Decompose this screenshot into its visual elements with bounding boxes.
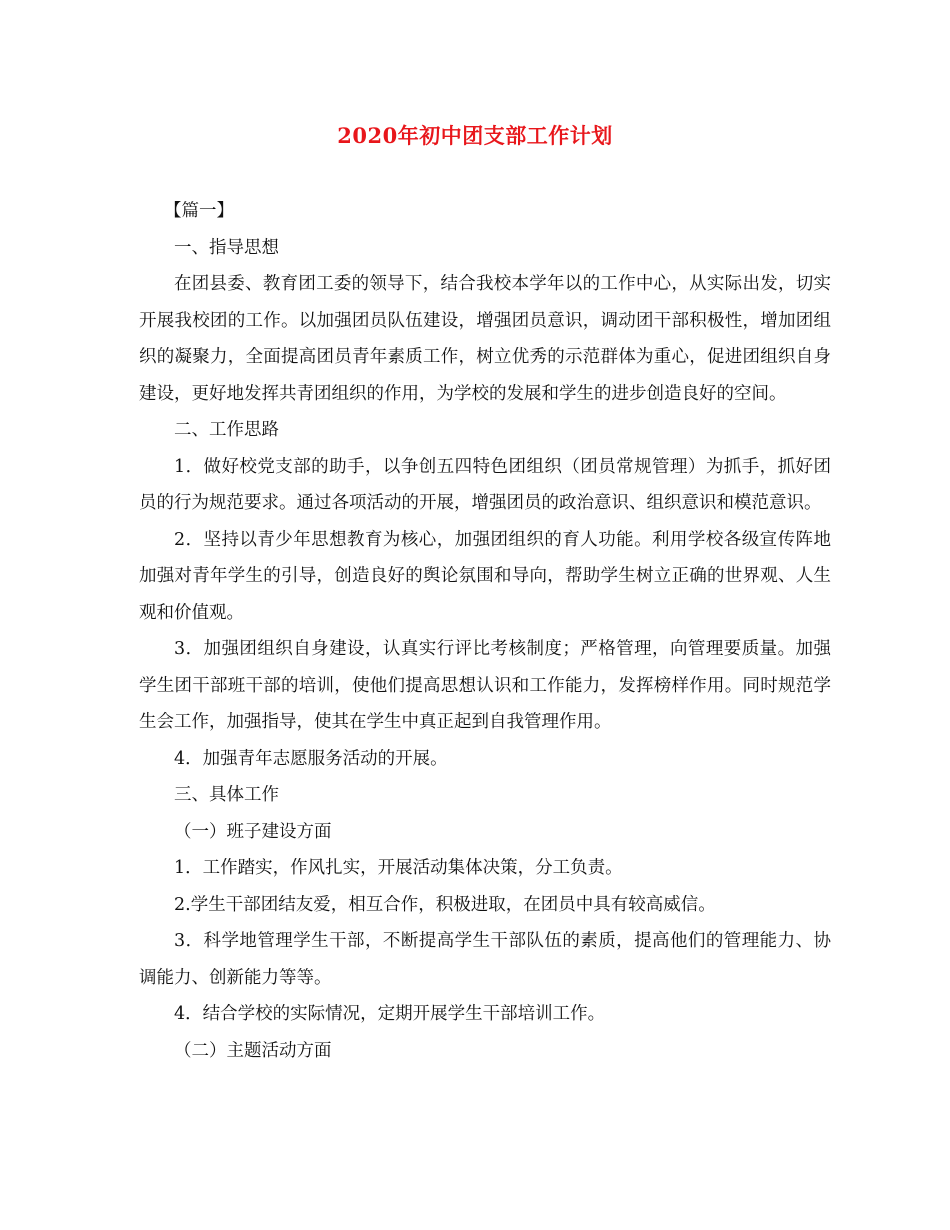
document-title: 2020年初中团支部工作计划: [337, 123, 613, 148]
paragraph-guiding-ideology: 在团县委、教育团工委的领导下，结合我校本学年以的工作中心，从实际出发，切实开展我校团的工作。以加强团员队伍建设，增强团员意识，调动团干部积极性，增加团组织的凝聚力，全面提高团员青年素质工作，树立优秀的示范群体为重心，促进团组织自身建设，更好地发挥共青团组织的作用，为学校的发展和学生的进步创造良好的空间。: [139, 274, 831, 404]
document-body: [139, 193, 831, 1069]
heading-specific-work: 三、具体工作: [174, 785, 279, 805]
paragraph-approach-4: 4．加强青年志愿服务活动的开展。: [174, 748, 448, 769]
subheading-theme-activities: （二）主题活动方面: [174, 1040, 332, 1061]
heading-work-approach: 二、工作思路: [174, 420, 279, 440]
subheading-team-building: （一）班子建设方面: [174, 821, 332, 842]
item-team-building-4: 4．结合学校的实际情况，定期开展学生干部培训工作。: [174, 1004, 606, 1024]
paragraph-approach-3: 3．加强团组织自身建设，认真实行评比考核制度；严格管理，向管理要质量。加强学生团干部班干部的培训，使他们提高思想认识和工作能力，发挥榜样作用。同时规范学生会工作，加强指导，使其在学生中真正起到自我管理作用。: [139, 639, 831, 732]
paragraph-approach-2: 2．坚持以青少年思想教育为核心，加强团组织的育人功能。利用学校各级宣传阵地加强对青年学生的引导，创造良好的舆论氛围和导向，帮助学生树立正确的世界观、人生观和价值观。: [139, 529, 831, 623]
section-label: 【篇一】: [164, 201, 234, 221]
item-team-building-3: 3．科学地管理学生干部，不断提高学生干部队伍的素质，提高他们的管理能力、协调能力、创新能力等等。: [139, 931, 831, 988]
item-team-building-2: 2.学生干部团结友爱，相互合作，积极进取，在团员中具有较高威信。: [174, 894, 716, 915]
heading-guiding-ideology: 一、指导思想: [174, 237, 279, 258]
paragraph-approach-1: 1．做好校党支部的助手，以争创五四特色团组织（团员常规管理）为抓手，抓好团员的行为规范要求。通过各项活动的开展，增强团员的政治意识、组织意识和模范意识。: [139, 456, 831, 513]
item-team-building-1: 1．工作踏实，作风扎实，开展活动集体决策，分工负责。: [174, 858, 623, 878]
